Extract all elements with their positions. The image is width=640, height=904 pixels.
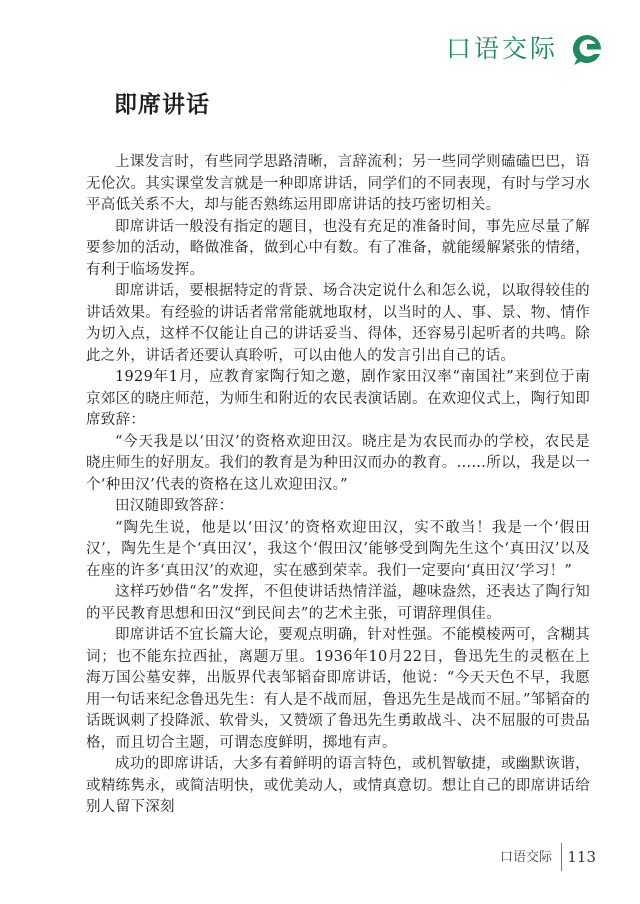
footer-divider	[561, 843, 562, 871]
paragraph: 成功的即席讲话，大多有着鲜明的语言特色，或机智敏捷，或幽默诙谐，或精练隽永，或简洁明快，或优美动人，或情真意切。想让自己的即席讲话给别人留下深刻	[86, 756, 590, 815]
body-text	[86, 152, 590, 819]
paragraph: 即席讲话一般没有指定的题目，也没有充足的准备时间，事先应尽量了解要参加的活动，略做准备，做到心中有数。有了准备，就能缓解紧张的情绪，有利于临场发挥。	[86, 218, 590, 278]
page-number: 113	[567, 848, 596, 866]
section-title: 即席讲话	[114, 92, 210, 118]
quote-paragraph: “陶先生说，他是以‘田汉’的资格欢迎田汉，实不敢当！我是一个‘假田汉’，陶先生是个‘真田汉’，我这个‘假田汉’能够受到陶先生这个‘真田汉’以及在座的许多‘真田汉’的欢迎，实在感到荣幸。我们一定要向‘真田汉’学习！”	[86, 519, 590, 579]
paragraph: 这样巧妙借“名”发挥，不但使讲话热情洋溢，趣味盎然，还表达了陶行知的平民教育思想和田汉“到民间去”的艺术主张，可谓辞理俱佳。	[86, 584, 590, 622]
paragraph: 1929年1月，应教育家陶行知之邀，剧作家田汉率“南国社”来到位于南京郊区的晓庄师范，为师生和附近的农民表演话剧。在欢迎仪式上，陶行知即席致辞：	[86, 369, 590, 428]
paragraph: 田汉随即致答辞：	[115, 498, 234, 514]
paragraph: 上课发言时，有些同学思路清晰，言辞流利；另一些同学则磕磕巴巴，语无伦次。其实课堂发言就是一种即席讲话，同学们的不同表现，有时与学习水平高低关系不大，却与能否熟练运用即席讲话的技巧密切相关。	[86, 154, 590, 213]
header-title: 口语交际	[445, 34, 558, 63]
quote-paragraph: “今天我是以‘田汉’的资格欢迎田汉。晓庄是为农民而办的学校，农民是晓庄师生的好朋友。我们的教育是为种田汉而办的教育。……所以，我是以一个‘种田汉’代表的资格在这儿欢迎田汉。”	[86, 433, 590, 493]
paragraph: 即席讲话，要根据特定的背景、场合决定说什么和怎么说，以取得较佳的讲话效果。有经验的讲话者常常能就地取材，以当时的人、事、景、物、情作为切入点，这样不仅能让自己的讲话妥当、得体，还容易引起听者的共鸣。除此之外，讲话者还要认真聆听，可以由他人的发言引出自己的话。	[86, 283, 590, 364]
speech-bubble-logo-icon	[570, 32, 604, 66]
paragraph: 即席讲话不宜长篇大论，要观点明确，针对性强。不能模棱两可，含糊其词；也不能东拉西扯，离题万里。1936年10月22日，鲁迅先生的灵柩在上海万国公墓安葬，出版界代表邹韬奋即席讲话，他说：“今天天色不早，我愿用一句话来纪念鲁迅先生：有人是不战而屈，鲁迅先生是战而不屈。”邹韬奋的话既讽刺了投降派、软骨头，又赞颂了鲁迅先生勇敢战斗、决不屈服的可贵品格，而且切合主题，可谓态度鲜明，掷地有声。	[86, 627, 590, 751]
footer-section-label: 口语交际	[499, 850, 552, 865]
